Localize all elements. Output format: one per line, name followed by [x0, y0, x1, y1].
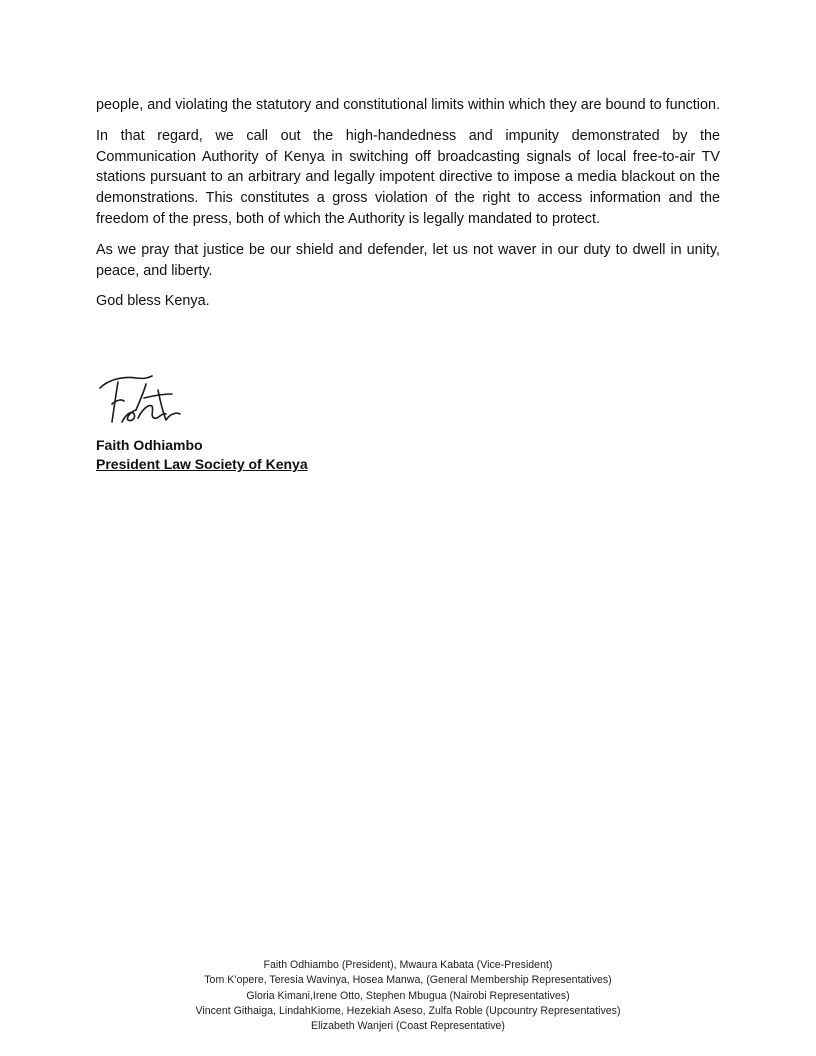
footer-line: Vincent Githaiga, LindahKiome, Hezekiah Aseso, Zulfa Roble (Upcountry Representatives)	[195, 1004, 621, 1017]
footer-line: Faith Odhiambo (President), Mwaura Kabata (Vice-President)	[263, 959, 553, 971]
signer-name: Faith Odhiambo	[96, 437, 203, 453]
footer-line: Elizabeth Wanjeri (Coast Representative)	[311, 1020, 505, 1033]
footer-line: Gloria Kimani,Irene Otto, Stephen Mbugua (Nairobi Representatives)	[246, 989, 570, 1002]
council-members-footer	[0, 958, 816, 1034]
paragraph-1: people, and violating the statutory and constitutional limits within which they are bound to function.	[96, 97, 720, 113]
handwritten-signature	[96, 370, 186, 432]
signature-block	[96, 370, 396, 474]
signer-title: President Law Society of Kenya	[96, 456, 308, 472]
letter-body	[96, 95, 720, 322]
footer-line: Tom K’opere, Teresia Wavinya, Hosea Manwa, (General Membership Representatives)	[204, 974, 612, 987]
paragraph-2: In that regard, we call out the high-handedness and impunity demonstrated by the Communication Authority of Kenya in switching off broadcasting signals of local free-to-air TV stations pursuant to an arbitrary and legally impotent directive to impose a media blackout on the demonstrations. This constitutes a gross violation of the right to access information and the freedom of the press, both of which the Authority is legally mandated to protect.	[96, 127, 720, 227]
closing-blessing: God bless Kenya.	[96, 293, 210, 310]
paragraph-3: As we pray that justice be our shield and defender, let us not waver in our duty to dwell in unity, peace, and liberty.	[96, 241, 720, 279]
